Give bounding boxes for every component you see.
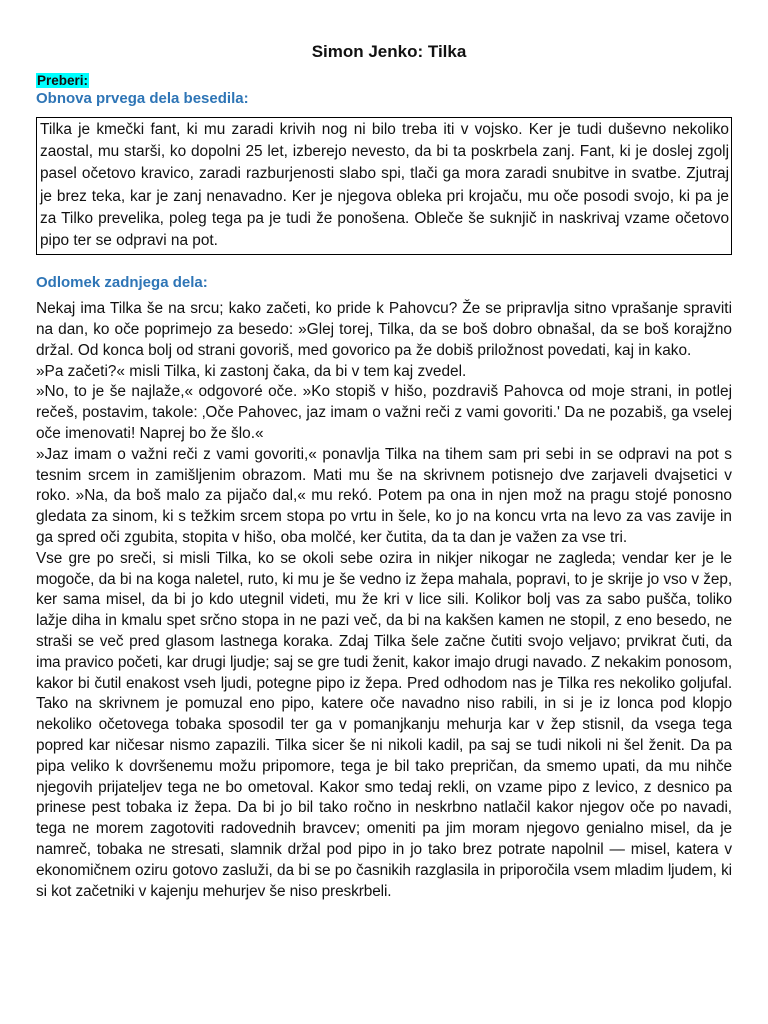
paragraph: »No, to je še najlaže,« odgovoré oče. »Ko stopiš v hišo, pozdraviš Pahovca od moje strani, in potlej rečeš, postavim, takole: ‚Oče Pahovec, jaz imam o važni reči z vami govoriti.' Da ne pozabiš, ga vselej oče imenovati! Naprej bo že šlo.« [36, 383, 732, 442]
paragraph: Nekaj ima Tilka še na srcu; kako začeti, ko pride k Pahovcu? Že se pripravlja sitno vprašanje spraviti na dan, ko oče poprimejo za besedo: »Glej torej, Tilka, da se boš dobro obnašal, da se boš korajžno držal. Od konca bolj od strani govoriš, med govorico pa že dobiš priložnost povedati, kaj in kako. [36, 300, 732, 359]
paragraph: »Pa začeti?« misli Tilka, ki zastonj čaka, da bi v tem kaj zvedel. [36, 362, 467, 380]
instruction-row [36, 72, 732, 88]
paragraph: Vse gre po sreči, si misli Tilka, ko se okoli sebe ozira in nikjer nikogar ne zagleda; vendar ker je le mogoče, da bi na koga naletel, ruto, ki mu je še vedno iz žepa mahala, popravi, to je skrije jo vso v žep, ker sama misel, da bi jo kdo utegnil videti, mu že kri v lice sili. Kolikor bolj vas za sabo pušča, toliko lažje diha in kmalu spet srčno stopa in ne pazi več, da bi na kakšen kamen ne stopil, z eno besedo, ne straši se več pred glasom lastnega koraka. Zdaj Tilka šele začne čutiti svojo veljavo; prvikrat čuti, da ima pravico početi, kar drugi ljudje; saj se gre tudi ženit, kakor imajo drugi navado. Z nekakim ponosom, kakor bi čutil enakost vseh ljudi, potegne pipo iz žepa. Pred odhodom nas je Tilka res nekoliko goljufal. Tako na skrivnem je pomuzal eno pipo, katere oče navadno niso rabili, in si je iz lonca pod klopjo nekoliko očetovega tobaka sposodil ter ga v pomanjkanju mehurja kar v žep stisnil, da vsega tega popred kar ničesar nismo zapazili. Tilka sicer še ni nikoli kadil, pa saj se tudi nikoli ni šel ženit. Da pa pipa veliko k dovršenemu možu pripomore, tega je bil tako prepričan, da smemo upati, da mu nihče njegovih prijateljev tega ne bo ometoval. Kakor smo tedaj rekli, on vzame pipo z levico, z desnico pa prinese pest tobaka iz žepa. Da bi jo bil tako ročno in neskrbno natlačil kakor njegov oče po navadi, tega ne morem zagotoviti radovednih bravcev; omeniti pa jim moram njegovo genialno misel, da je namreč, tobaka ne stresati, slamnik držal pod pipo in jo tako brez potrate napolnil — misel, katera v ekonomičnem oziru gotovo zasluži, da bi se po časnikih razglasila in priporočila vsem mladim ljudem, ki si kot začetniki v kajenju mehurjev še niso preskrbeli. [36, 549, 732, 900]
summary-box: Tilka je kmečki fant, ki mu zaradi krivih nog ni bilo treba iti v vojsko. Ker je tudi duševno nekoliko zaostal, mu starši, ko dopolni 25 let, izberejo nevesto, da bi ta poskrbela zanj. Fant, ki je doslej zgolj pasel očetovo kravico, zaradi razburjenosti slabo spi, tlači ga mora zaradi snubitve in svatbe. Zjutraj je brez teka, kar je zanj nenavadno. Ker je njegova obleka pri krojaču, mu oče posodi svojo, ki pa je za Tilko prevelika, poleg tega pa je tudi že ponošena. Obleče še suknjič in naskrivaj vzame očetovo pipo ter se odpravi na pot. [36, 117, 732, 255]
document-title: Simon Jenko: Tilka [311, 42, 467, 61]
section-heading-excerpt: Odlomek zadnjega dela: [36, 274, 208, 292]
section-heading-summary: Obnova prvega dela besedila: [36, 90, 249, 107]
document-page [36, 40, 732, 902]
paragraph: »Jaz imam o važni reči z vami govoriti,« ponavlja Tilka na tihem sam pri sebi in se odpravi na pot s tesnim srcem in zamišljenim obrazom. Mati mu še na skrivnem potisnejo dve zarjaveli dvajsetici v roko. »Na, da boš malo za pijačo dal,« mu rekó. Potem pa ona in njen mož na pragu stojé ponosno gledata za sinom, ki s težkim srcem stopa po vrtu in šele, ko jo na koncu vrta na levo za vas zavije in ga spred oči zgubita, stopita v hišo, oba molčé, ker čutita, da ta dan je važen za vse tri. [36, 445, 732, 546]
instruction-label: Preberi: [37, 73, 89, 88]
excerpt-text [36, 299, 732, 902]
